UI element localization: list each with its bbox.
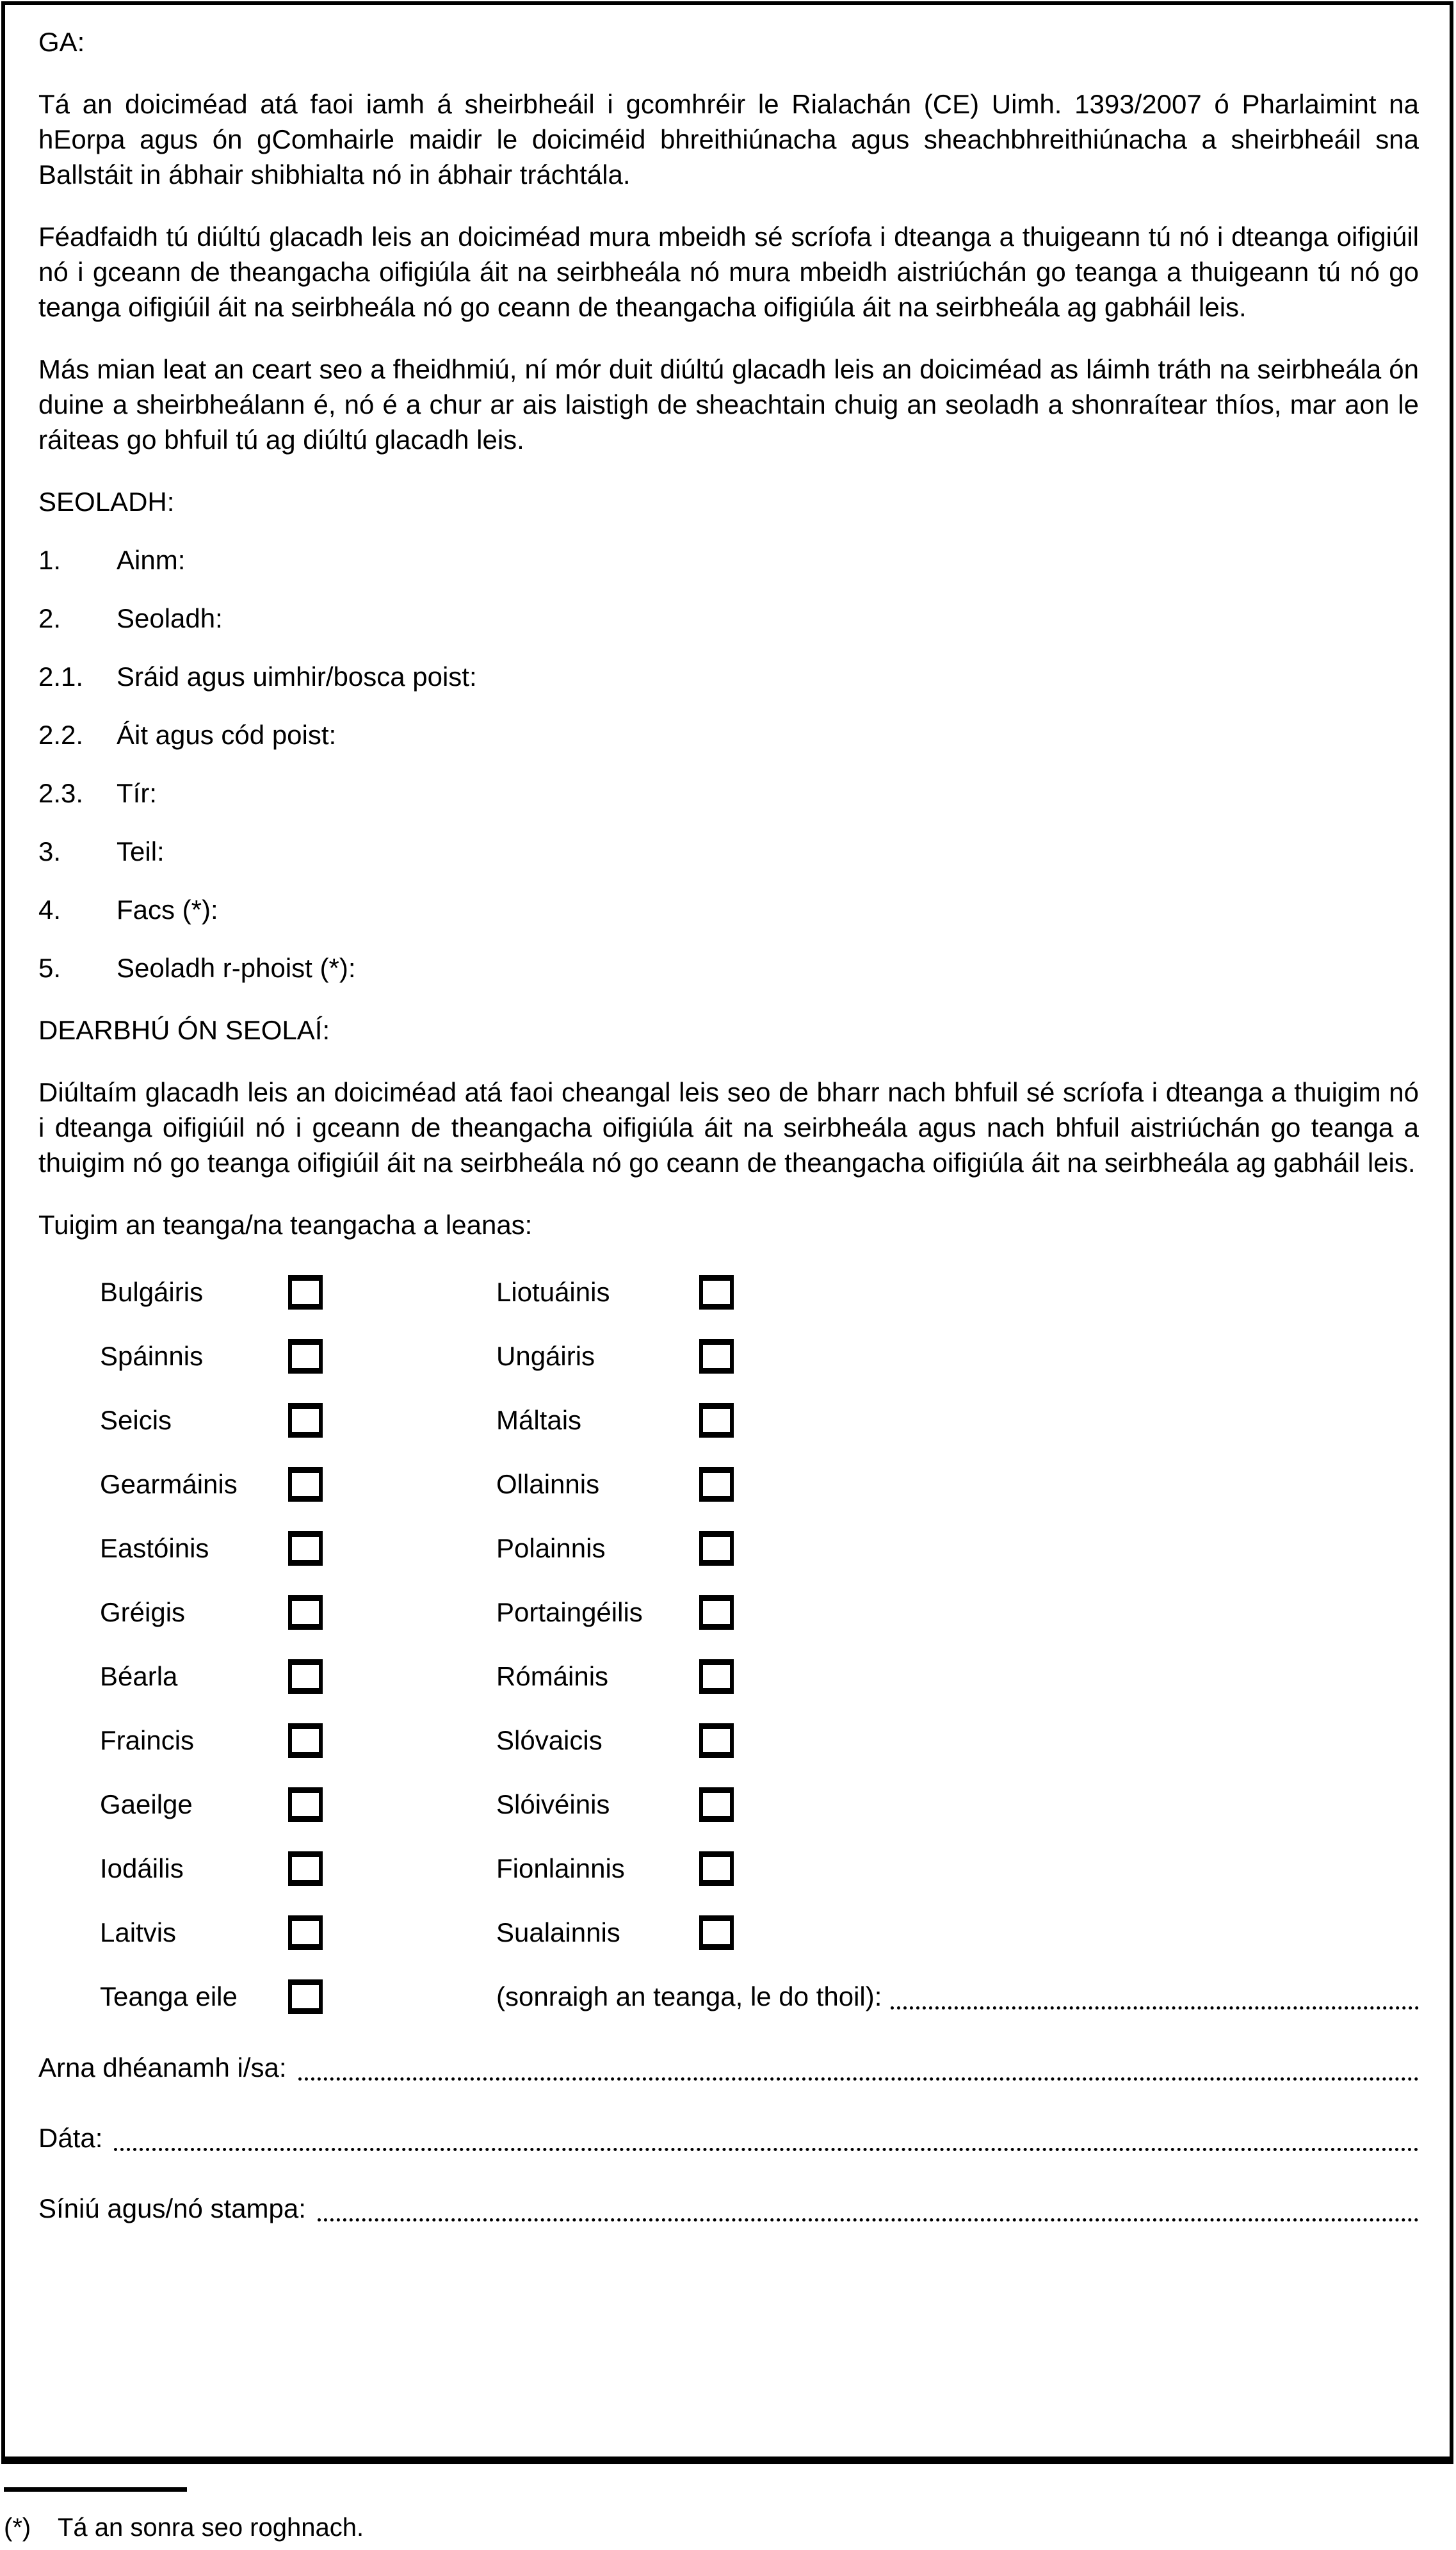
address-field-row [38,659,1419,694]
language-checkbox[interactable] [288,1275,323,1310]
language-checkbox[interactable] [288,1723,323,1758]
language-row [38,1466,1419,1502]
footnote-marker: (*) [4,2513,31,2542]
footnote [4,2511,1425,2544]
address-field-number: 2. [38,603,61,633]
address-field-row [38,776,1419,811]
address-field-label: Áit agus cód poist: [117,720,337,750]
declaration-paragraph: Diúltaím glacadh leis an doiciméad atá faoi cheangal leis seo de bharr nach bhfuil sé scríofa i dteanga a thuigim nó i dteanga oifigiúil nó i gceann de theangacha oifigiúla áit na seirbheála agus nach bhfuil aistriúchán go teanga a thuigim nó go teanga oifigiúil áit na seirbheála nó go ceann de theangacha oifigiúla áit na seirbheála ag gabháil leis. [38,1077,1419,1178]
address-field-row [38,892,1419,927]
language-label-right: Liotuáinis [496,1277,610,1307]
language-checkbox[interactable] [699,1339,734,1374]
language-row [38,1531,1419,1566]
language-checkbox-grid [38,1274,1419,1950]
signature-field-label: Dáta: [38,2123,103,2153]
language-row [38,1787,1419,1822]
language-checkbox[interactable] [699,1851,734,1886]
language-label-left: Béarla [100,1661,178,1691]
language-checkbox[interactable] [288,1531,323,1566]
language-checkbox[interactable] [288,1659,323,1694]
signature-field-row [38,2120,1419,2156]
signature-field-row [38,2050,1419,2085]
language-label-right: Rómáinis [496,1661,609,1691]
language-label-left: Gaeilge [100,1789,193,1819]
language-checkbox[interactable] [288,1595,323,1630]
instructions-paragraph: Más mian leat an ceart seo a fheidhmiú, ní mór duit diúltú glacadh leis an doiciméad as láimh tráth na seirbheála ón duine a sheirbheálann é, nó é a chur ar ais laistigh de sheachtain chuig an seoladh a shonraítear thíos, mar aon le ráiteas go bhfuil tú ag diúltú glacadh leis. [38,354,1419,455]
language-label-left: Eastóinis [100,1533,209,1563]
language-checkbox[interactable] [288,1403,323,1438]
language-checkbox[interactable] [699,1595,734,1630]
signature-fill-in-line[interactable] [298,2051,1419,2081]
language-checkbox[interactable] [288,1467,323,1502]
language-checkbox[interactable] [288,1915,323,1950]
address-field-row [38,542,1419,578]
address-field-number: 5. [38,953,61,983]
language-row [38,1659,1419,1694]
language-row [38,1595,1419,1630]
language-label-left: Iodáilis [100,1853,184,1883]
language-label-left: Fraincis [100,1725,195,1755]
language-label-right: Ungáiris [496,1341,595,1371]
language-label-left: Laitvis [100,1917,177,1947]
footnote-separator-rule [4,2487,187,2492]
language-label-left: Seicis [100,1405,172,1435]
signature-block [38,2050,1419,2226]
address-field-label: Seoladh r-phoist (*): [117,953,356,983]
declaration-heading: DEARBHÚ ÓN SEOLAÍ: [38,1015,330,1045]
language-checkbox[interactable] [699,1403,734,1438]
signature-field-row [38,2191,1419,2226]
language-checkbox[interactable] [699,1915,734,1950]
footnote-text: Tá an sonra seo roghnach. [58,2513,364,2542]
other-language-specify-label: (sonraigh an teanga, le do thoil): [496,1981,882,2011]
address-field-number: 2.1. [38,662,84,692]
address-field-row [38,717,1419,752]
language-label-left: Bulgáiris [100,1277,204,1307]
language-checkbox[interactable] [699,1467,734,1502]
other-language-row [38,1979,1419,2014]
address-field-number: 4. [38,895,61,925]
signature-field-label: Arna dhéanamh i/sa: [38,2052,287,2083]
language-checkbox[interactable] [699,1787,734,1822]
refusal-right-paragraph: Féadfaidh tú diúltú glacadh leis an doiciméad mura mbeidh sé scríofa i dteanga a thuigeann tú nó i dteanga oifigiúil nó i gceann de theangacha oifigiúla áit na seirbheála nó mura mbeidh aistriúchán go teanga a thuigeann tú nó go teanga oifigiúil áit na seirbheála nó go ceann de theangacha oifigiúla áit na seirbheála ag gabháil leis. [38,222,1419,322]
address-heading: SEOLADH: [38,487,175,517]
language-checkbox[interactable] [288,1339,323,1374]
address-field-label: Tír: [117,778,157,808]
language-label-right: Máltais [496,1405,582,1435]
language-checkbox[interactable] [288,1787,323,1822]
language-label-right: Slóivéinis [496,1789,610,1819]
other-language-fill-in-line[interactable] [891,1979,1419,2010]
language-row [38,1402,1419,1438]
language-checkbox[interactable] [699,1531,734,1566]
address-field-label: Seoladh: [117,603,223,633]
address-field-number: 3. [38,836,61,866]
language-label-right: Portaingéilis [496,1597,643,1627]
address-field-label: Teil: [117,836,165,866]
address-field-number: 2.2. [38,720,84,750]
language-label-left: Gearmáinis [100,1469,238,1499]
signature-field-label: Síniú agus/nó stampa: [38,2193,306,2223]
language-label-right: Sualainnis [496,1917,620,1947]
other-language-specify-area [496,1979,1419,2014]
language-checkbox[interactable] [288,1851,323,1886]
language-label-left: Spáinnis [100,1341,204,1371]
address-field-label: Sráid agus uimhir/bosca poist: [117,662,477,692]
address-field-label: Facs (*): [117,895,218,925]
footnote-area [4,2487,1425,2544]
language-row [38,1723,1419,1758]
address-field-row [38,950,1419,986]
language-row [38,1915,1419,1950]
language-label-right: Slóvaicis [496,1725,603,1755]
language-row [38,1274,1419,1310]
signature-fill-in-line[interactable] [318,2191,1419,2221]
language-checkbox[interactable] [699,1275,734,1310]
form-frame [1,1,1453,2464]
address-field-row [38,834,1419,869]
language-row [38,1338,1419,1374]
languages-heading: Tuigim an teanga/na teangacha a leanas: [38,1210,533,1240]
address-field-number: 2.3. [38,778,84,808]
language-label-right: Polainnis [496,1533,606,1563]
other-language-checkbox[interactable] [288,1979,323,2014]
language-row [38,1851,1419,1886]
intro-paragraph: Tá an doiciméad atá faoi iamh á sheirbheáil i gcomhréir le Rialachán (CE) Uimh. 1393/2007 ó Pharlaimint na hEorpa agus ón gComhairle maidir le doiciméid bhreithiúnacha agus sheachbhreithiúnacha a sheirbheáil sna Ballstáit in ábhair shibhialta nó in ábhair tráchtála. [38,89,1419,190]
language-label-right: Fionlainnis [496,1853,625,1883]
signature-fill-in-line[interactable] [114,2121,1419,2151]
address-field-label: Ainm: [117,545,186,575]
address-field-row [38,601,1419,636]
other-language-label: Teanga eile [100,1981,238,2011]
language-label-right: Ollainnis [496,1469,600,1499]
language-code-label: GA: [38,27,85,57]
language-checkbox[interactable] [699,1723,734,1758]
address-field-number: 1. [38,545,61,575]
language-checkbox[interactable] [699,1659,734,1694]
language-label-left: Gréigis [100,1597,186,1627]
address-field-list [38,542,1419,986]
